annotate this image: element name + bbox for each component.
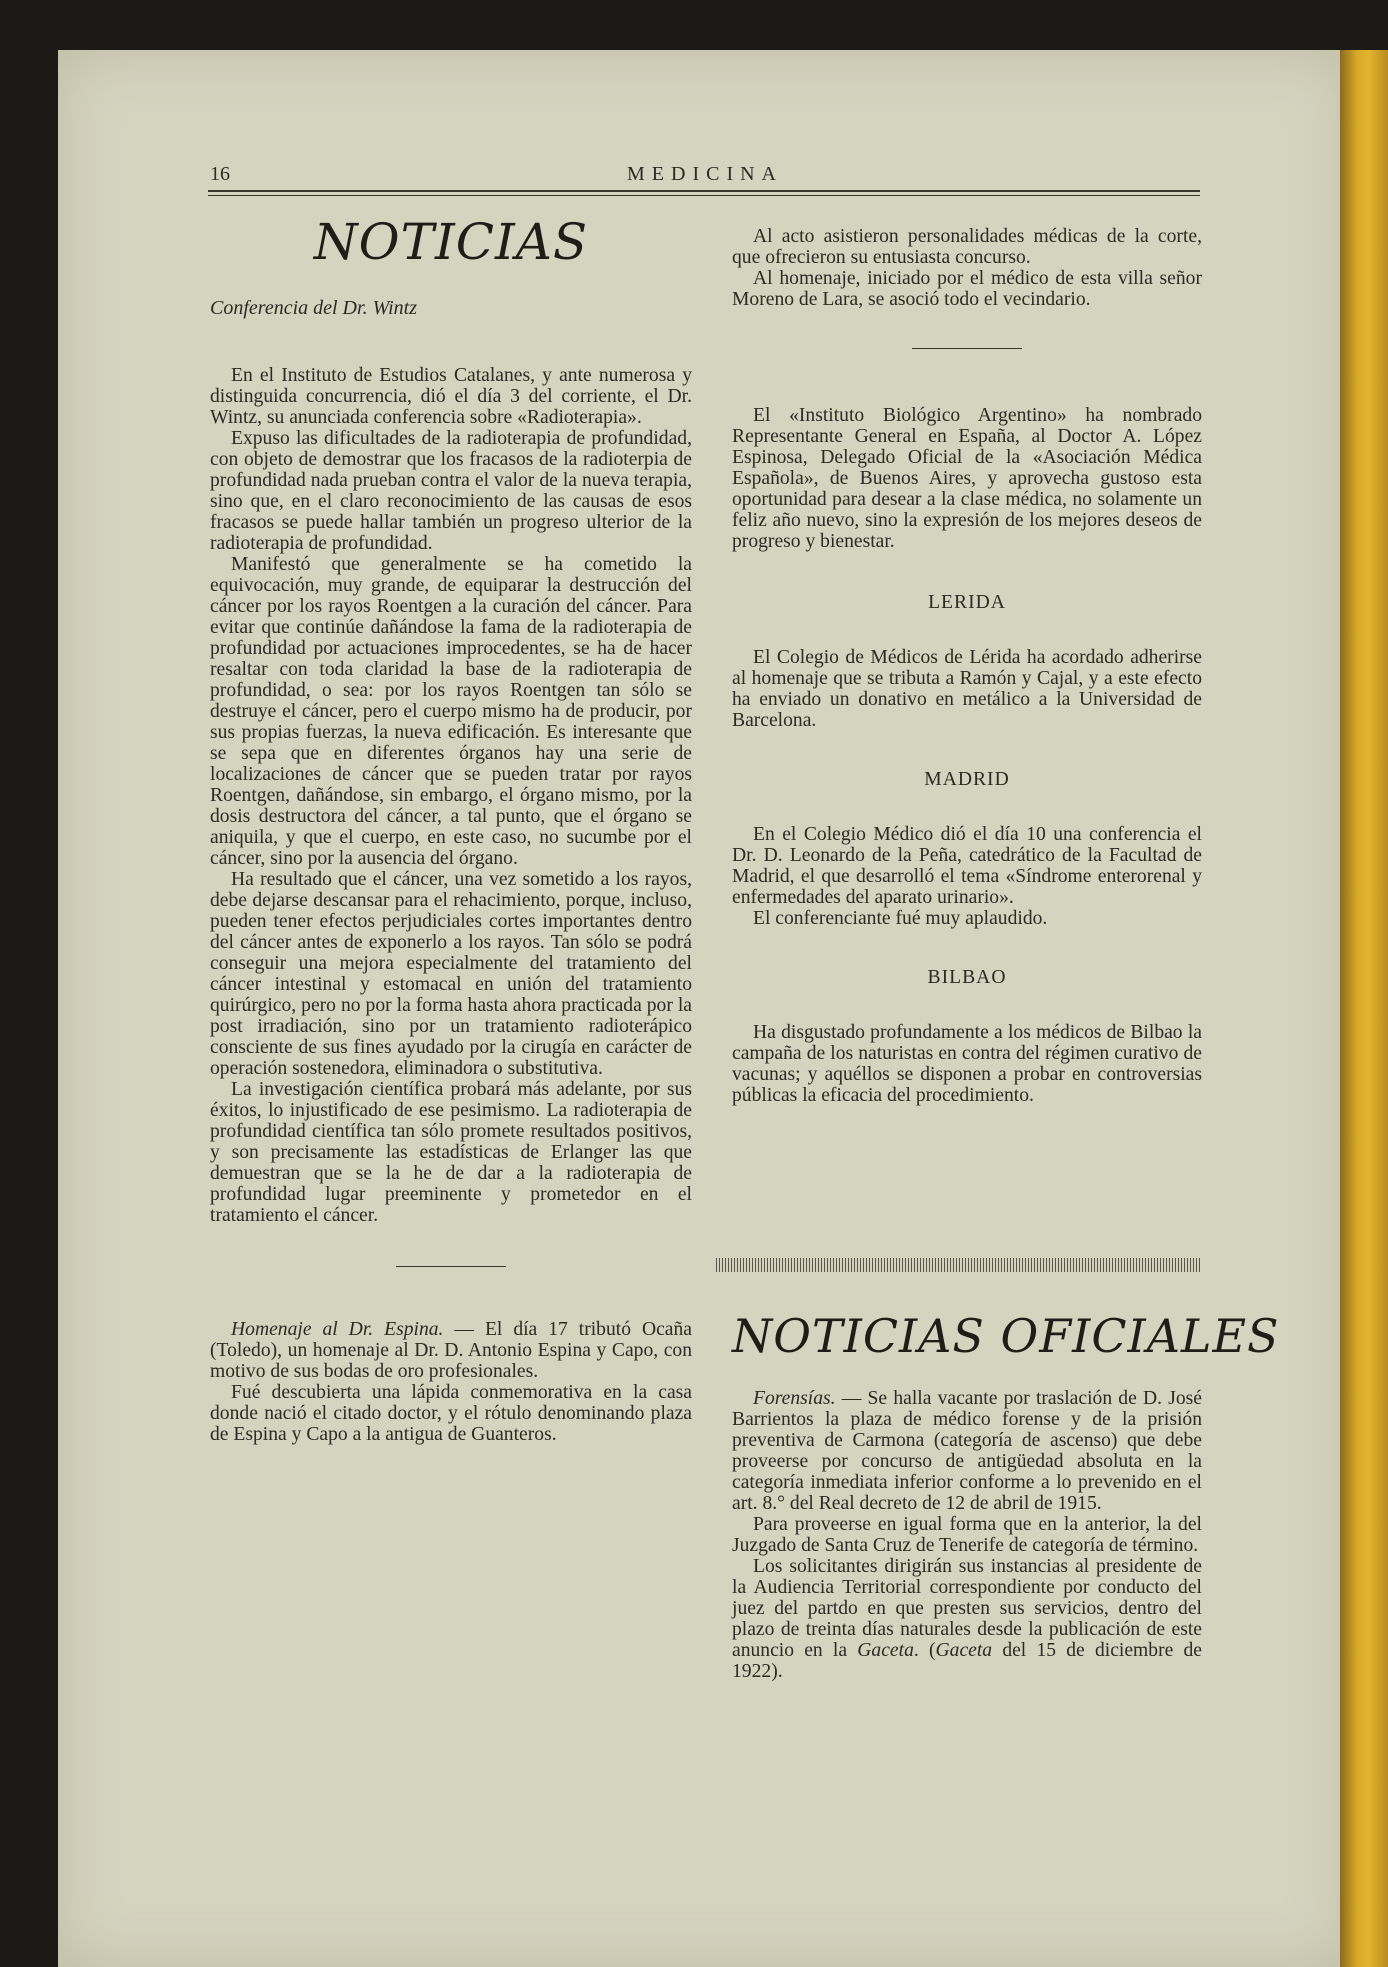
paragraph: La investigación científica probará más adelante, por sus éxitos, lo injustificado de ese pesimismo. La radioterapia de profundidad científica tan sólo promete resultados positivos, y son precisamente las estadísticas de Erlanger las que demuestran que se la he de dar a la radioterapia de profundidad lugar preeminente y prometedor en el tratamiento el cáncer. <box>210 1079 692 1226</box>
page-header <box>210 163 1200 189</box>
forensias-text: — Se halla vacante por traslación de D. José Barrientos la plaza de médico forense y de la prisión preventiva de Carmona (categoría de ascenso) que debe proveerse por concurso de antigüedad absoluta en la categoría inmediata inferior conforme a lo prevenido en el art. 8.° del Real decreto de 12 de abril de 1915. <box>732 1388 1202 1514</box>
paragraph: El Colegio de Médicos de Lérida ha acordado adherirse al homenaje que se tributa a Ramón y Cajal, y a este efecto ha enviado un donativo en metálico a la Universidad de Barcelona. <box>732 647 1202 731</box>
forensias-text: Los solicitantes dirigirán sus instancias al presidente de la Audiencia Territorial correspondiente por conducto del juez del partdo en que presten sus servicios, dentro del plazo de treinta días naturales desde la publicación de este anuncio en la <box>732 1556 1202 1661</box>
paragraph: Para proveerse en igual forma que en la anterior, la del Juzgado de Santa Cruz de Tenerife de categoría de término. <box>732 1514 1202 1556</box>
left-column <box>210 214 692 1445</box>
article-subtitle: Conferencia del Dr. Wintz <box>210 297 418 319</box>
forensias-label: Forensías. <box>753 1388 836 1409</box>
gaceta-label: Gaceta <box>935 1640 993 1661</box>
paragraph: Expuso las dificultades de la radioterapia de profundidad, con objeto de demostrar que los fracasos de la radioterpia de profundidad nada prueban contra el valor de la nueva terapia, sino que, en el claro reconocimiento de las causas de esos fracasos se puede hallar también un progreso ulterior de la radioterapia de profundidad. <box>210 428 692 554</box>
paragraph <box>732 1556 1202 1682</box>
page-number: 16 <box>210 163 230 185</box>
paragraph: Manifestó que generalmente se ha cometido la equivocación, muy grande, de equiparar la destrucción del cáncer por los rayos Roentgen a la curación del cáncer. Para evitar que continúe dañándose la fama de la radioterapia de profundidad por actuaciones improcedentes, se ha de hacer resaltar con toda claridad la base de la radioterapia de profundidad, o sea: por los rayos Roentgen tan sólo se destruye el cáncer, pero el cuerpo mismo ha de producir, por sus propias fuerzas, la nueva edificación. Es interesante que se sepa que en diferentes órganos hay una serie de localizaciones de cáncer que se pueden tratar por rayos Roentgen, dañándose, sin embargo, el órgano mismo, por la dosis destructora del cáncer, a tal punto, que el órgano se aniquila, y que el cuerpo, en este caso, no sucumbe por el cáncer, sino por la ausencia del órgano. <box>210 554 692 869</box>
paragraph: Al acto asistieron personalidades médicas de la corte, que ofrecieron su entusiasta concurso. <box>732 226 1202 268</box>
separator-rule <box>912 348 1022 349</box>
section-heading-lerida: LERIDA <box>928 592 1006 613</box>
paragraph <box>732 1388 1202 1514</box>
paragraph: Ha disgustado profundamente a los médicos de Bilbao la campaña de los naturistas en contra del régimen curativo de vacunas; y aquéllos se disponen a probar en controversias públicas la eficacia del procedimiento. <box>732 1022 1202 1106</box>
wintz-article <box>210 365 692 1226</box>
gaceta-label: Gaceta <box>857 1640 914 1661</box>
paragraph: En el Instituto de Estudios Catalanes, y ante numerosa y distinguida concurrencia, dió el día 3 del corriente, el Dr. Wintz, su anunciada conferencia sobre «Radioterapia». <box>210 365 692 428</box>
separator-rule <box>396 1266 506 1267</box>
ornamental-band <box>716 1258 1202 1272</box>
paragraph: En el Colegio Médico dió el día 10 una conferencia el Dr. D. Leonardo de la Peña, catedrático de la Facultad de Madrid, el que desarrolló el tema «Síndrome enterorenal y enfermedades del aparato urinario». <box>732 824 1202 908</box>
paragraph: Al homenaje, iniciado por el médico de esta villa señor Moreno de Lara, se asoció todo el vecindario. <box>732 268 1202 310</box>
right-column <box>732 226 1202 1106</box>
header-rule-thin <box>208 195 1200 196</box>
homenaje-text: — El día 17 tributó Ocaña (Toledo), un homenaje al Dr. D. Antonio Espina y Capo, con motivo de sus bodas de oro profesionales. <box>210 1319 692 1382</box>
homenaje-article <box>210 1319 692 1445</box>
binding-edge <box>1340 50 1388 1967</box>
paragraph: El «Instituto Biológico Argentino» ha nombrado Representante General en España, al Doctor A. López Espinosa, Delegado Oficial de la «Asociación Médica Española», de Buenos Aires, y aprovecha gustoso esta oportunidad para desear a la clase médica, no solamente un feliz año nuevo, sino la expresión de los mejores deseos de progreso y bienestar. <box>732 405 1202 552</box>
paragraph: El conferenciante fué muy aplaudido. <box>753 908 1048 929</box>
right-column-official <box>732 1308 1280 1682</box>
paragraph: Ha resultado que el cáncer, una vez sometido a los rayos, debe dejarse descansar para el rehacimiento, porque, incluso, pueden tener efectos perjudiciales cortes importantes dentro del cáncer antes de exponerlo a los rayos. Tan sólo se podrá conseguir una mejora especialmente del tratamiento del cáncer intestinal y estomacal en unión del tratamiento quirúrgico, pero no por la forma hasta ahora practicada por la post irradiación, sino por un tratamiento radioterápico consciente de sus fines ayudado por la cirugía en carácter de operación sostenedora, eliminadora o substitutiva. <box>210 869 692 1079</box>
header-rule <box>208 190 1200 192</box>
paragraph: Fué descubierta una lápida conmemorativa en la casa donde nació el citado doctor, y el rótulo denominando plaza de Espina y Capo a la antigua de Guanteros. <box>210 1382 692 1445</box>
running-title: MEDICINA <box>627 163 783 185</box>
homenaje-label: Homenaje al Dr. Espina. <box>231 1319 444 1340</box>
forensias-text: del 15 de diciembre de 1922). <box>732 1640 1202 1682</box>
paragraph <box>210 1319 692 1382</box>
section-heading-bilbao: BILBAO <box>927 967 1007 988</box>
section-title: NOTICIAS <box>313 213 589 271</box>
forensias-text: . ( <box>913 1640 936 1661</box>
official-section-title: NOTICIAS OFICIALES <box>732 1309 1280 1363</box>
section-heading-madrid: MADRID <box>924 769 1010 790</box>
forensias-article <box>732 1388 1202 1682</box>
